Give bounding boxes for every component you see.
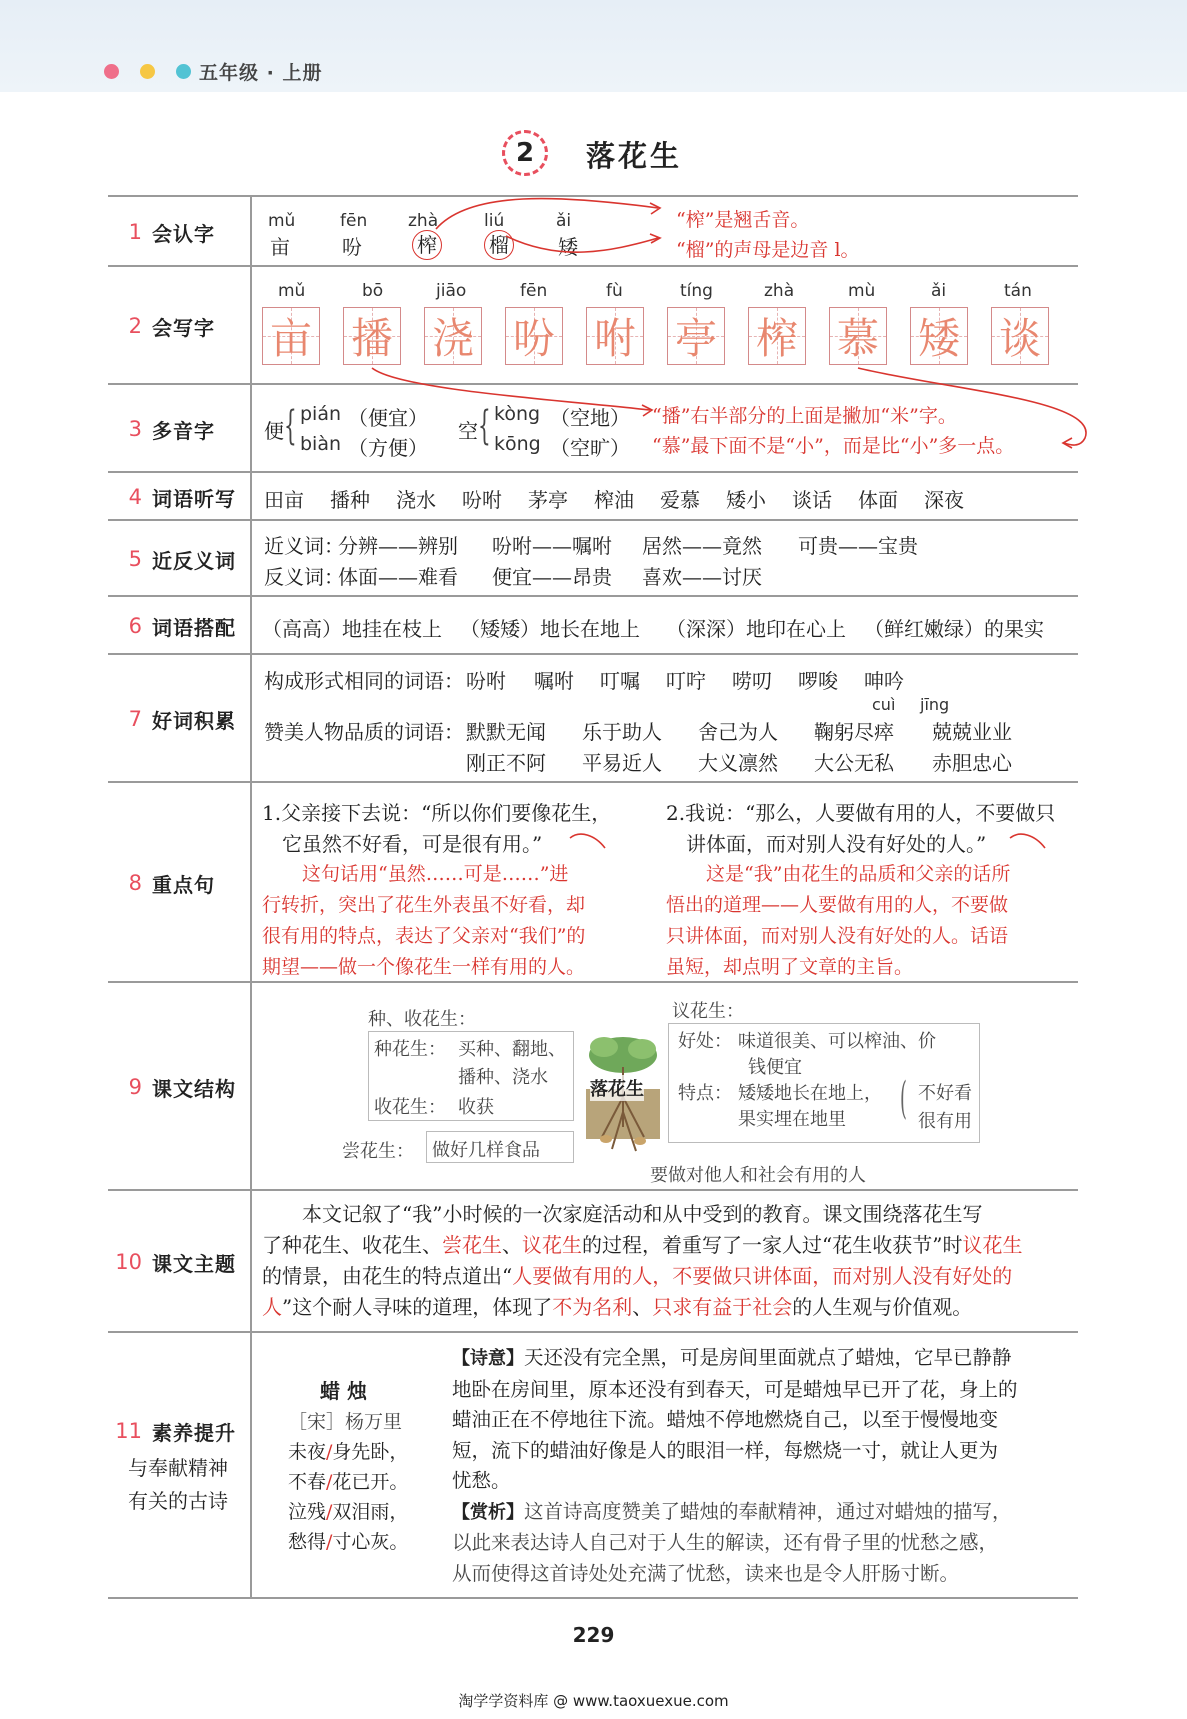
pinyin: fēn [520,281,548,301]
structure-diagram [252,983,1078,1191]
row-good-words [108,653,1078,783]
dictation-word: 田亩 [264,488,304,512]
char: 慕 [836,314,879,363]
pinyin: jiāo [436,281,467,301]
row-title: 素养提升 [152,1420,236,1445]
meaning-text: 天还没有完全黑，可是房间里面就点了蜡烛，它早已静静 [524,1346,1012,1369]
word: 兢兢业业 [932,720,1012,744]
char: 谈 [998,314,1041,363]
dictation-word: 深夜 [924,488,964,512]
word: 呻吟 [864,669,904,693]
poem-fragment: 双泪雨， [332,1501,409,1523]
row-header [108,983,252,1191]
pinyin: kòng [494,403,541,425]
pinyin: zhà [408,211,439,231]
row-synonyms-antonyms [108,519,1078,597]
yellow-dot [140,64,155,79]
pinyin: tán [1004,281,1032,301]
teal-dot [176,64,191,79]
row-number: 10 [115,1250,142,1274]
row-header [108,1333,252,1597]
word: 刚正不阿 [466,751,546,775]
theme-highlight: 人 [262,1295,282,1319]
pause-mark: / [326,1441,333,1463]
row-title: 会写字 [152,315,215,340]
char: 播 [350,314,393,363]
poem-fragment: 寸心灰。 [332,1531,409,1553]
dictation-word: 吩咐 [462,488,502,512]
word: 舍己为人 [698,720,778,744]
pinyin: ǎi [931,281,947,301]
writing-grid [424,307,482,365]
row-content [252,473,1078,521]
sentence-analysis: 只讲体面，而对别人没有好处的人。话语 [666,925,1009,947]
writing-grid [991,307,1049,365]
row-header [108,267,252,385]
synonym-label: 近义词： [264,534,344,558]
top-banner [0,0,1187,92]
structure-text: 收获 [458,1097,494,1118]
row-header [108,1191,252,1333]
pinyin: ǎi [556,211,572,231]
pinyin: jīng [920,695,950,714]
char: 吩 [512,314,555,363]
row-title: 近反义词 [152,548,236,573]
structure-label: 尝花生： [342,1141,414,1162]
writing-grid [748,307,806,365]
sentence-analysis: 这句话用“虽然……可是……”进 [302,863,569,885]
theme-text: 的过程，着重写了一家人过“花生收获节”时 [582,1233,963,1257]
pairing-item: （深深）地印在心上 [666,617,846,641]
row-content [252,1333,1078,1597]
poem-line [288,1497,408,1527]
synonym-pair: 可贵——宝贵 [798,534,918,558]
theme-highlight: 尝花生 [442,1233,502,1257]
char: 咐 [593,314,636,363]
pairing-item: （鲜红嫩绿）的果实 [864,617,1044,641]
pinyin: mù [848,281,876,301]
pairing-item: （高高）地挂在枝上 [262,617,442,641]
pinyin: fēn [340,211,368,231]
dictation-word: 体面 [858,488,898,512]
row-title: 重点句 [152,872,215,897]
char: 吩 [342,235,362,259]
poem-explanation [452,1343,1072,1589]
row-number: 7 [128,707,142,731]
row-number: 9 [128,1075,142,1099]
antonym-pair: 便宜——昂贵 [492,565,612,589]
theme-text: 、 [632,1295,653,1319]
theme-text: ”这个耐人寻味的道理，体现了 [282,1295,553,1319]
row-literacy [108,1331,1078,1599]
row-title: 词语听写 [152,486,236,511]
structure-label: 种花生： [374,1039,446,1060]
row-number: 2 [128,314,142,338]
theme-text: 本文记叙了“我”小时候的一次家庭活动和从中受到的教育。课文围绕落花生写 [302,1202,983,1226]
row-header [108,385,252,473]
sentence-analysis: 行转折，突出了花生外表虽不好看，却 [262,894,586,916]
theme-text: 的情景，由花生的特点道出“ [262,1264,513,1288]
meaning-text: 地卧在房间里，原本还没有到春天，可是蜡烛早已开了花，身上的 [452,1377,1018,1401]
writing-grid [505,307,563,365]
antonym-pair: 喜欢——讨厌 [642,565,762,589]
poem-fragment: 泣残 [288,1501,327,1523]
poem-fragment: 未夜 [288,1441,327,1463]
row-title: 词语搭配 [152,615,236,640]
meaning-tag: 【诗意】 [452,1348,524,1369]
word: 嘱咐 [534,669,574,693]
key-sentence: 它虽然不好看，可是很有用。” [282,832,543,856]
theme-paragraph [262,1199,1072,1323]
structure-text: 不好看 [918,1083,972,1104]
word: 叮咛 [666,669,706,693]
word-group-label: 构成形式相同的词语： [264,669,464,693]
writing-grid [262,307,320,365]
row-subtitle: 有关的古诗 [128,1488,228,1513]
grade-label: 五年级 · 上册 [199,62,323,84]
char-circled: 榴 [484,230,514,260]
key-sentence: 1.父亲接下去说：“所以你们要像花生， [262,801,612,825]
pinyin: mǔ [268,211,296,231]
row-number: 1 [128,220,142,244]
handwritten-note: “榨”是翘舌音。 [676,209,810,231]
meaning-text: 忧愁。 [452,1469,511,1492]
dictation-word: 谈话 [792,488,832,512]
row-content [252,521,1078,597]
char-circled: 榨 [412,230,442,260]
pinyin: pián [300,403,342,425]
poem-fragment: 不春 [288,1471,327,1493]
row-content [252,1191,1078,1333]
word: 默默无闻 [466,720,546,744]
row-dictation [108,471,1078,521]
poem-line [288,1437,408,1467]
row-title: 会认字 [152,221,215,246]
structure-text: 买种、翻地、 [458,1039,566,1060]
row-write-chars [108,265,1078,385]
row-text-structure [108,981,1078,1191]
key-sentence: 2.我说：“那么，人要做有用的人，不要做只 [666,801,1056,825]
sentence-analysis: 悟出的道理——人要做有用的人，不要做 [666,894,1009,916]
polyphone-char: 便 [264,419,284,443]
row-recognize-chars [108,195,1078,267]
pause-mark: / [326,1471,333,1493]
pinyin: fù [606,281,623,301]
poem-title: 蜡 烛 [320,1379,367,1403]
dictation-word: 爱慕 [660,488,700,512]
dictation-word: 浇水 [396,488,436,512]
row-number: 8 [128,871,142,895]
word: 吩咐 [466,669,506,693]
dictation-word: 播种 [330,488,370,512]
theme-text: 、 [502,1233,522,1257]
structure-text: 果实埋在地里 [738,1109,846,1130]
theme-highlight: 不为名利 [552,1295,633,1319]
poem-fragment: 身先卧， [332,1441,409,1463]
row-number: 5 [128,547,142,571]
row-header [108,783,252,983]
poem-fragment: 花已开。 [332,1471,409,1493]
meaning-text: 短，流下的蜡油好像是人的眼泪一样，每燃烧一寸，就让人更为 [452,1438,999,1462]
antonym-label: 反义词： [264,565,344,589]
structure-text: 很有用 [918,1111,972,1132]
handwritten-note: “播”右半部分的上面是撇加“米”字。 [652,405,957,427]
row-header [108,473,252,521]
row-content [252,597,1078,655]
char: 矮 [558,235,578,259]
pairing-item: （矮矮）地长在地上 [460,617,640,641]
pinyin: mǔ [278,281,306,301]
poem-lines [288,1437,408,1557]
page-number: 229 [572,1623,615,1647]
word: 乐于助人 [582,720,662,744]
row-header [108,597,252,655]
word: 大公无私 [814,751,894,775]
example-word: （方便） [348,436,428,460]
writing-grid [667,307,725,365]
row-content [252,655,1078,783]
example-word: （便宜） [348,406,428,430]
row-number: 11 [115,1419,142,1443]
poem-fragment: 愁得 [288,1531,327,1553]
pink-dot [104,64,119,79]
theme-highlight: 议花生 [962,1233,1023,1257]
poem-line [288,1467,408,1497]
key-sentence: 讲体面，而对别人没有好处的人。” [686,832,987,856]
poem-author: ［宋］杨万里 [288,1411,403,1433]
row-theme [108,1189,1078,1333]
theme-highlight: 只求有益于社会 [652,1295,793,1319]
writing-grid [829,307,887,365]
poem-line [288,1527,408,1557]
handwritten-note: “慕”最下面不是“小”，而是比“小”多一点。 [652,435,1015,457]
row-header [108,521,252,597]
word: 平易近人 [582,751,662,775]
lesson-number-badge: 2 [502,130,548,176]
structure-conclusion: 要做对他人和社会有用的人 [650,1165,866,1186]
row-title: 多音字 [152,418,215,443]
row-subtitle: 与奉献精神 [128,1455,228,1480]
writing-grid [910,307,968,365]
pause-mark: / [326,1531,333,1553]
example-word: （空旷） [550,436,630,460]
appreciation-text: 以此来表达诗人自己对于人生的解读，还有骨子里的忧愁之感， [452,1531,999,1554]
synonym-pair: 分辨——辨别 [338,534,458,558]
structure-label: 种、收花生： [368,1009,476,1030]
char: 亩 [269,314,312,363]
pinyin: tíng [680,281,713,301]
structure-label: 特点： [678,1083,732,1104]
row-number: 4 [128,485,142,509]
row-content [252,267,1078,385]
structure-text: 钱便宜 [748,1057,802,1078]
row-number: 3 [128,417,142,441]
structure-label: 收花生： [374,1097,446,1118]
structure-text: 做好几样食品 [432,1140,540,1161]
appreciation-text: 从而使得这首诗处处充满了忧愁，读来也是令人肝肠寸断。 [452,1561,960,1585]
row-title: 课文主题 [152,1251,236,1276]
structure-text: 味道很美、可以榨油、价 [738,1031,936,1052]
row-content [252,197,1078,267]
antonym-pair: 体面——难看 [338,565,458,589]
pinyin: cuì [872,695,896,714]
char: 亩 [270,235,290,259]
pause-mark: / [326,1501,333,1523]
theme-text: 了种花生、收花生、 [262,1233,442,1257]
footer-watermark: 淘学学资料库 @ www.taoxuexue.com [458,1692,729,1710]
word: 赤胆忠心 [932,751,1012,775]
handwritten-note: “榴”的声母是边音 l。 [676,239,860,261]
polyphone-char: 空 [458,419,478,443]
writing-grid [343,307,401,365]
brace: { [284,403,297,449]
brace: ( [900,1073,907,1124]
appreciation-text: 这首诗高度赞美了蜡烛的奉献精神，通过对蜡烛的描写， [524,1499,1012,1523]
structure-text: 矮矮地长在地上， [738,1083,882,1104]
dictation-word: 茅亭 [528,488,568,512]
row-polyphones [108,383,1078,473]
sentence-analysis: 虽短，却点明了文章的主旨。 [666,956,914,978]
row-header [108,197,252,267]
synonym-pair: 吩咐——嘱咐 [492,534,612,558]
pinyin: zhà [764,281,795,301]
row-key-sentences [108,781,1078,983]
row-word-pairing [108,595,1078,655]
structure-label: 好处： [678,1031,732,1052]
word-group-label: 赞美人物品质的词语： [264,720,464,744]
structure-text: 播种、浇水 [458,1067,548,1088]
writing-grid [586,307,644,365]
sentence-analysis: 期望——做一个像花生一样有用的人。 [262,956,586,978]
theme-text: 的人生观与价值观。 [792,1295,973,1319]
pinyin: biàn [300,433,342,455]
row-content [252,783,1078,983]
row-number: 6 [128,614,142,638]
dictation-word: 榨油 [594,488,634,512]
example-word: （空地） [550,406,630,430]
word: 鞠躬尽瘁 [814,720,894,744]
theme-highlight: 人要做有用的人，不要做只讲体面，而对别人没有好处的 [512,1264,1013,1288]
synonym-pair: 居然——竟然 [642,534,762,558]
word: 啰唆 [798,669,838,693]
row-title: 好词积累 [152,708,236,733]
char: 榨 [755,314,798,363]
center-title: 落花生 [590,1075,644,1101]
char: 浇 [431,314,474,363]
char: 亭 [674,314,717,363]
pinyin: bō [362,281,384,301]
meaning-text: 蜡油正在不停地往下流。蜡烛不停地燃烧自己，以至于慢慢地变 [452,1408,999,1431]
theme-highlight: 议花生 [522,1233,582,1257]
appreciation-tag: 【赏析】 [452,1501,524,1523]
row-content [252,385,1078,473]
row-header [108,655,252,783]
word: 唠叨 [732,669,772,693]
pinyin: kōng [494,433,541,455]
row-title: 课文结构 [152,1076,236,1101]
pinyin: liú [484,211,505,231]
dictation-word: 矮小 [726,488,766,512]
word: 大义凛然 [698,751,778,775]
structure-label: 议花生： [672,1001,744,1022]
word: 叮嘱 [600,669,640,693]
brace: { [478,403,491,449]
sentence-analysis: 这是“我”由花生的品质和父亲的话所 [706,863,1011,885]
lesson-title: 落花生 [586,139,683,173]
char: 矮 [917,314,960,363]
sentence-analysis: 很有用的特点，表达了父亲对“我们”的 [262,925,586,947]
